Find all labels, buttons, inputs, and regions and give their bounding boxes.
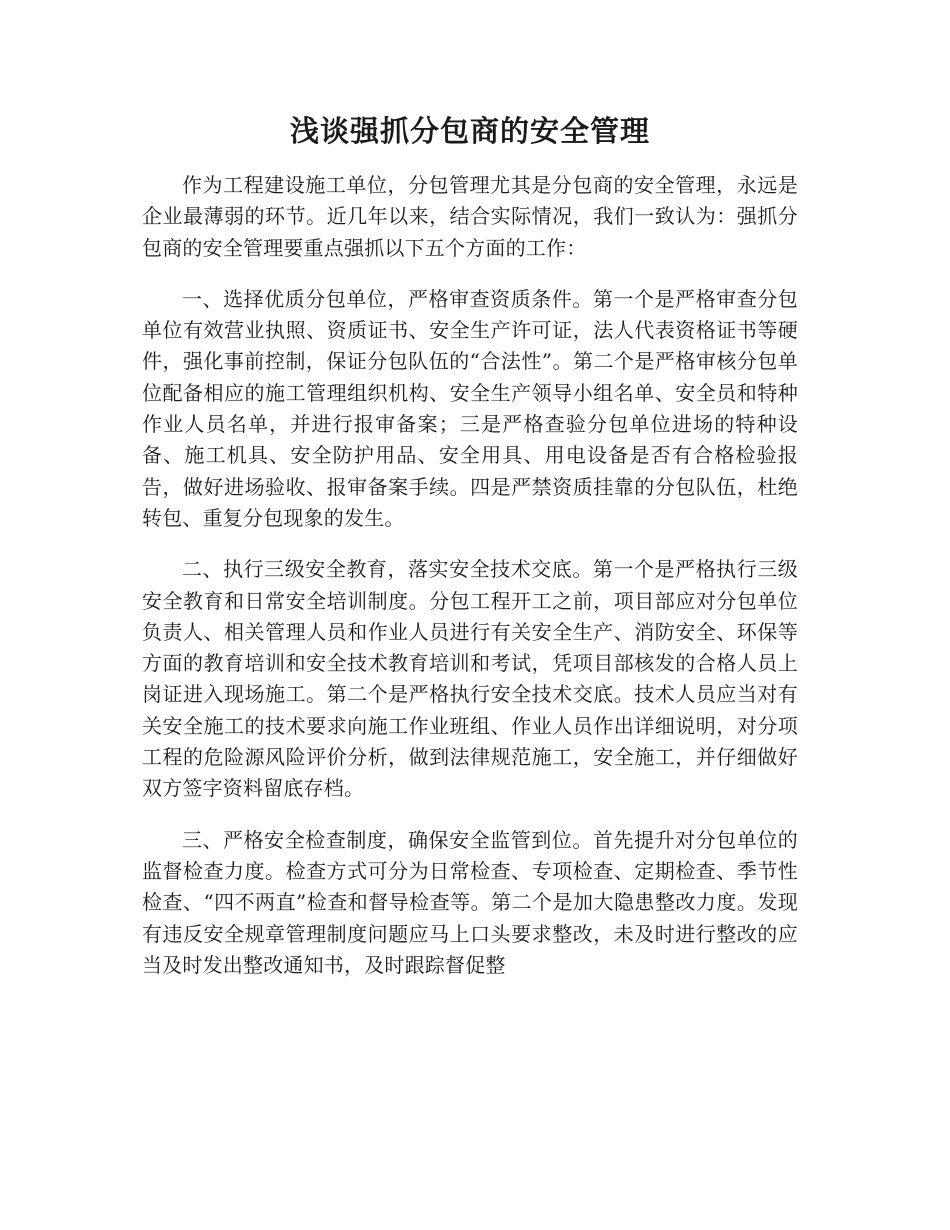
paragraph-section-1: 一、选择优质分包单位，严格审查资质条件。第一个是严格审查分包单位有效营业执照、资质证书、安全生产许可证，法人代表资格证书等硬件，强化事前控制，保证分包队伍的“合法性”。第二个是严格审核分包单位配备相应的施工管理组织机构、安全生产领导小组名单、安全员和特种作业人员名单，并进行报审备案；三是严格查验分包单位进场的特种设备、施工机具、安全防护用品、安全用具、用电设备是否有合格检验报告，做好进场验收、报审备案手续。四是严禁资质挂靠的分包队伍，杜绝转包、重复分包现象的发生。 [142,286,798,530]
paragraph-section-2: 二、执行三级安全教育，落实安全技术交底。第一个是严格执行三级安全教育和日常安全培训制度。分包工程开工之前，项目部应对分包单位负责人、相关管理人员和作业人员进行有关安全生产、消防安全、环保等方面的教育培训和安全技术教育培训和考试，凭项目部核发的合格人员上岗证进入现场施工。第二个是严格执行安全技术交底。技术人员应当对有关安全施工的技术要求向施工作业班组、作业人员作出详细说明，对分项工程的危险源风险评价分析，做到法律规范施工，安全施工，并仔细做好双方签字资料留底存档。 [142,557,798,801]
document-page [142,110,798,1001]
document-title: 浅谈强抓分包商的安全管理 [289,114,650,148]
paragraph-section-3: 三、严格安全检查制度，确保安全监管到位。首先提升对分包单位的监督检查力度。检查方式可分为日常检查、专项检查、定期检查、季节性检查、“四不两直”检查和督导检查等。第二个是加大隐患整改力度。发现有违反安全规章管理制度问题应马上口头要求整改，未及时进行整改的应当及时发出整改通知书，及时跟踪督促整 [142,827,798,977]
paragraph-intro: 作为工程建设施工单位，分包管理尤其是分包商的安全管理，永远是企业最薄弱的环节。近几年以来，结合实际情况，我们一致认为：强抓分包商的安全管理要重点强抓以下五个方面的工作： [142,173,798,260]
